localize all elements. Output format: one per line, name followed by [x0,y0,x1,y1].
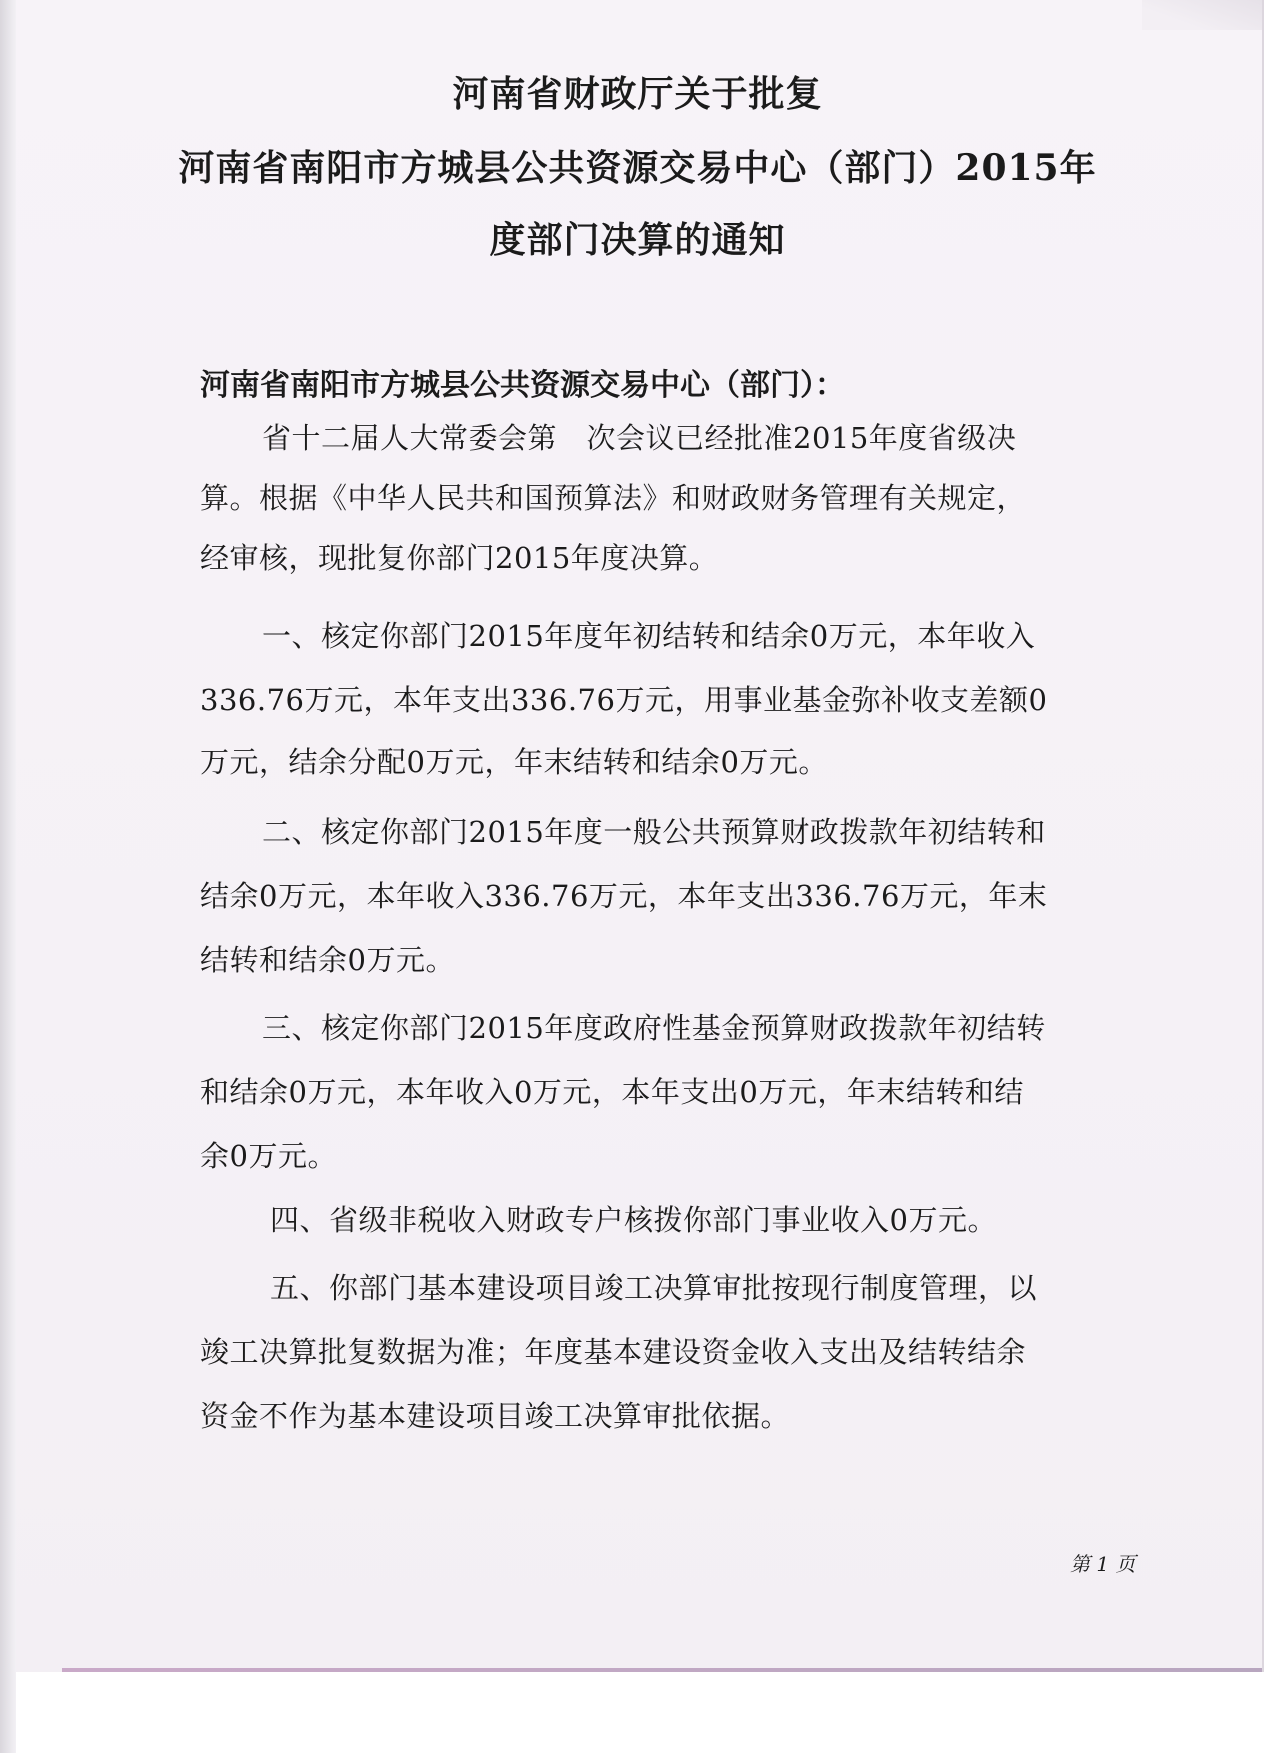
salutation: 河南省南阳市方城县公共资源交易中心（部门）： [200,368,845,403]
body-line-3: 经审核，现批复你部门2015年度决算。 [200,541,719,575]
document-title-line-3: 度部门决算的通知 [489,219,786,261]
body-line-8: 结余0万元，本年收入336.76万元，本年支出336.76万元，年末 [200,879,1048,913]
document-title-line-1: 河南省财政厅关于批复 [452,73,823,115]
body-line-1: 省十二届人大常委会第 次会议已经批准2015年度省级决 [262,421,1017,455]
body-line-15: 竣工决算批复数据为准；年度基本建设资金收入支出及结转结余 [200,1335,1027,1369]
page-number: 第 1 页 [1070,1552,1136,1576]
body-line-10: 三、核定你部门2015年度政府性基金预算财政拨款年初结转 [262,1011,1046,1045]
page-fold-corner [1142,0,1262,30]
body-line-6: 万元，结余分配0万元，年末结转和结余0万元。 [200,745,828,779]
body-line-2: 算。根据《中华人民共和国预算法》和财政财务管理有关规定， [200,481,1027,515]
document-title-line-2: 河南省南阳市方城县公共资源交易中心（部门）2015年 [178,147,1097,189]
body-line-4: 一、核定你部门2015年度年初结转和结余0万元，本年收入 [262,619,1036,653]
body-line-13: 四、省级非税收入财政专户核拨你部门事业收入0万元。 [270,1203,997,1237]
body-line-14: 五、你部门基本建设项目竣工决算审批按现行制度管理，以 [270,1271,1038,1305]
body-line-16: 资金不作为基本建设项目竣工决算审批依据。 [200,1399,791,1433]
body-line-9: 结转和结余0万元。 [200,943,455,977]
body-line-5: 336.76万元，本年支出336.76万元，用事业基金弥补收支差额0 [200,683,1048,717]
page-bottom-edge [62,1668,1262,1672]
body-line-7: 二、核定你部门2015年度一般公共预算财政拨款年初结转和 [262,815,1046,849]
body-line-11: 和结余0万元，本年收入0万元，本年支出0万元，年末结转和结 [200,1075,1024,1109]
body-line-12: 余0万元。 [200,1139,337,1173]
